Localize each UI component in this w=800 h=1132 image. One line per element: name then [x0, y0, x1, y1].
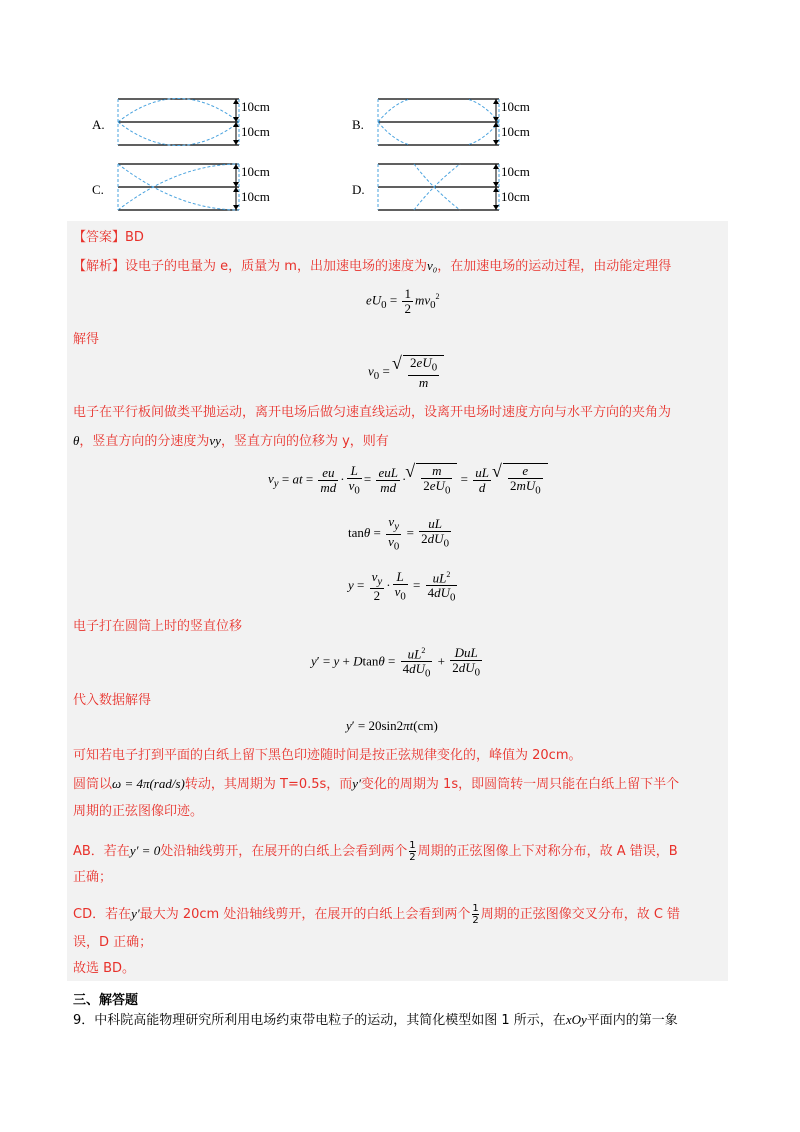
analysis-para-7a: [73, 840, 678, 863]
dim-bottom: 10cm: [501, 189, 530, 204]
dim-bottom: 10cm: [501, 124, 530, 139]
dim-top: 10cm: [501, 164, 530, 179]
half-denominator: 2: [472, 915, 479, 926]
dim-bottom: 10cm: [241, 124, 270, 139]
half-denominator: 2: [409, 852, 416, 863]
option-d: [350, 160, 550, 215]
section-heading: 三、解答题: [73, 993, 139, 1008]
analysis-para-7b: 正确；: [73, 870, 113, 885]
para8-middle: 最大为 20cm 处沿轴线剪开，在展开的白纸上会看到两个: [139, 907, 471, 922]
analysis-intro: [73, 257, 671, 276]
option-label: C.: [92, 182, 104, 197]
dim-top: 10cm: [241, 99, 270, 114]
option-label: A.: [92, 117, 105, 132]
half-fraction: [409, 840, 415, 863]
equation-1: $eU_0$ = $\frac{1}{2}$ $mv_0^2$: [366, 286, 440, 316]
analysis-para-4: 代入数据解得: [73, 693, 152, 708]
para7-end: 周期的正弦图像上下对称分布，故 A 错误，B: [417, 844, 678, 859]
equation-6: y′ = y + Dtanθ = $\frac{uL^2}{4dU_0}$ + $\frac{\text{DuL}}{2dU_0}$: [311, 644, 481, 680]
theta-symbol: θ: [73, 433, 80, 448]
equation-5: y = $\frac{v_y}{2}$ · $\frac{L}{v_0}$ = $\frac{uL^2}{4dU_0}$: [348, 568, 456, 604]
question-9: [73, 1009, 678, 1028]
half-numerator: 1: [409, 840, 416, 851]
para7-middle: 处沿轴线剪开，在展开的白纸上会看到两个: [160, 844, 408, 859]
analysis-para-3: 电子打在圆筒上时的竖直位移: [73, 619, 243, 634]
equation-3: $v_y$ = at = $\frac{eu}{md}$ · $\frac{L}{v_0}$ = $\frac{\text{euL}}{md}$ · √ $\frac{m}{2eU_0}$ = $\frac{uL}{d}$ √ $\frac{e}{2mU_0}$: [268, 463, 548, 498]
dim-top: 10cm: [241, 164, 270, 179]
analysis-intro-tail: ，在加速电场的运动过程，由动能定理得: [437, 259, 672, 274]
analysis-para-5: 可知若电子打到平面的白纸上留下黑色印迹随时间是按正弦规律变化的，峰值为 20cm。: [73, 748, 582, 763]
option-a: [90, 95, 290, 150]
answer-line: [73, 229, 144, 247]
analysis-para-8b: 误，D 正确；: [73, 935, 153, 950]
omega-expression: ω = 4π(rad/s): [112, 776, 185, 791]
analysis-tag: 【解析】: [73, 259, 126, 274]
option-a-diagram: [114, 95, 314, 150]
equation-4: tanθ = $\frac{v_y}{v_0}$ = $\frac{uL}{2dU_0}$: [348, 514, 449, 553]
analysis-para-2b-text: ，竖直方向的分速度为: [79, 434, 210, 449]
equation-2: $v_0$ = √ $\frac{2eU_0}{m}$: [368, 355, 444, 390]
para8-end: 周期的正弦图像交叉分布，故 C 错: [480, 907, 681, 922]
option-label: B.: [352, 117, 364, 132]
y-prime-symbol: y′: [131, 906, 140, 921]
analysis-para-9: 故选 BD。: [73, 961, 136, 976]
option-d-diagram: [374, 160, 574, 215]
jiede-1: 解得: [73, 332, 100, 347]
half-fraction: [472, 903, 478, 926]
para6-start: 圆筒以: [73, 777, 113, 792]
option-label: D.: [352, 182, 365, 197]
analysis-para-6b: 周期的正弦图像印迹。: [73, 804, 204, 819]
dim-bottom: 10cm: [241, 189, 270, 204]
analysis-para-2b-tail: ，竖直方向的位移为 y，则有: [220, 434, 389, 449]
half-numerator: 1: [472, 903, 479, 914]
analysis-intro-text: 设电子的电量为 e，质量为 m，出加速电场的速度为: [125, 259, 427, 274]
y-prime-symbol: y′: [352, 776, 361, 791]
y-prime-zero: y′ = 0: [129, 843, 161, 858]
option-c: [90, 160, 290, 215]
analysis-para-2a: 电子在平行板间做类平抛运动，离开电场后做匀速直线运动，设离开电场时速度方向与水平方向的夹角为: [73, 405, 672, 420]
answer-tag: 【答案】: [73, 230, 126, 245]
xoy-symbol: xOy: [565, 1012, 587, 1027]
option-b: [350, 95, 550, 150]
question-9-tail: 平面内的第一象: [586, 1013, 678, 1028]
para7-start: AB．若在: [73, 844, 130, 859]
para6-end: 变化的周期为 1s，即圆筒转一周只能在白纸上留下半个: [360, 777, 680, 792]
dim-top: 10cm: [501, 99, 530, 114]
vy-symbol: vy: [209, 433, 221, 448]
question-9-text: 9．中科院高能物理研究所利用电场约束带电粒子的运动，其简化模型如图 1 所示，在: [73, 1013, 566, 1028]
option-c-diagram: [114, 160, 314, 215]
para8-start: CD．若在: [73, 907, 132, 922]
answer-value: BD: [125, 230, 144, 245]
analysis-para-2b: [73, 432, 389, 451]
para6-middle: 转动，其周期为 T=0.5s，而: [184, 777, 353, 792]
option-b-diagram: [374, 95, 574, 150]
analysis-para-8a: [73, 903, 680, 926]
equation-7: y′ = 20sin2πt(cm): [346, 718, 438, 733]
v0-symbol: v₀: [426, 258, 438, 273]
analysis-para-6a: [73, 775, 679, 794]
